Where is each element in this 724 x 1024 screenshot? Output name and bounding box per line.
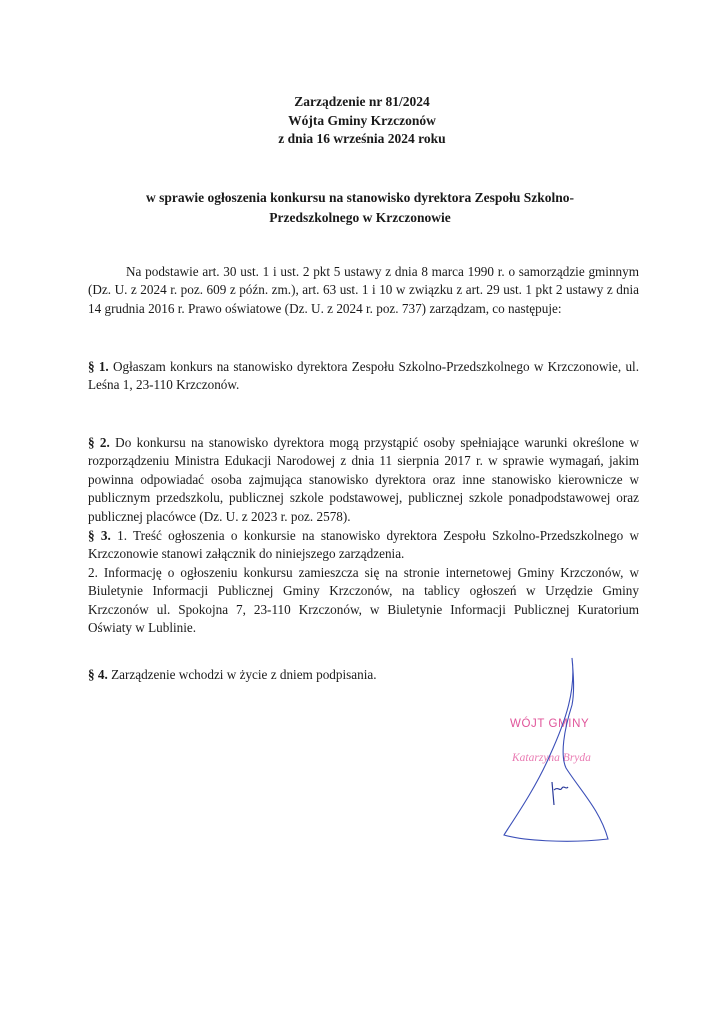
section-3: [88, 527, 639, 637]
stamp-name: Katarzyna Bryda: [512, 752, 591, 764]
subject-line-2: Przedszkolnego w Krzczonowie: [269, 210, 451, 225]
intro-paragraph: Na podstawie art. 30 ust. 1 i ust. 2 pkt 5 ustawy z dnia 8 marca 1990 r. o samorządzie gminnym (Dz. U. z 2024 r. poz. 609 z późn. zm.), art. 63 ust. 1 i 10 w związku z art. 29 ust. 1 pkt 2 ustawy z dnia 14 grudnia 2016 r. Prawo oświatowe (Dz. U. z 2024 r. poz. 737) zarządzam, co następuje:: [88, 264, 639, 316]
stamp-title: WÓJT GMINY: [510, 718, 590, 730]
document-title: Zarządzenie nr 81/2024: [294, 94, 430, 109]
section-3-item-1: 1. Treść ogłoszenia o konkursie na stanowisko dyrektora Zespołu Szkolno-Przedszkolnego w Krzczonowie stanowi załącznik do niniejszego zarządzenia.: [88, 528, 640, 562]
document-issuer: Wójta Gminy Krzczonów: [288, 112, 436, 128]
section-3-label: § 3.: [88, 528, 111, 543]
section-1: [88, 358, 639, 395]
section-2-text: Do konkursu na stanowisko dyrektora mogą przystąpić osoby spełniające warunki określone w rozporządzeniu Ministra Edukacji Narodowej z dnia 11 sierpnia 2017 r. w sprawie wymagań, jakim powinna odpowiadać osoba zajmująca stanowisko dyrektora oraz inne stanowisko kierownicze w publicznym przedszkolu, publicznej szkole podstawowej, publicznej szkole ponadpodstawowej oraz publicznej placówce (Dz. U. z 2023 r. poz. 2578).: [88, 435, 640, 524]
section-3-item-2: 2. Informację o ogłoszeniu konkursu zamieszcza się na stronie internetowej Gminy Krzczonów, w Biuletynie Informacji Publicznej Gminy Krzczonów, na tablicy ogłoszeń w Urzędzie Gminy Krzczonów ul. Spokojna 7, 23-110 Krzczonów, w Biuletynie Informacji Publicznej Kuratorium Oświaty w Lublinie.: [88, 564, 639, 636]
section-1-text: Ogłaszam konkurs na stanowisko dyrektora Zespołu Szkolno-Przedszkolnego w Krzczonowie, ul. Leśna 1, 23-110 Krzczonów.: [88, 359, 639, 393]
section-4-label: § 4.: [88, 667, 108, 682]
document-header: [0, 93, 724, 149]
document-date: z dnia 16 września 2024 roku: [278, 131, 446, 146]
section-2-label: § 2.: [88, 435, 110, 450]
signature-icon: [480, 650, 640, 850]
subject-line-1: w sprawie ogłoszenia konkursu na stanowisko dyrektora Zespołu Szkolno-: [145, 190, 575, 205]
section-4-text: Zarządzenie wchodzi w życie z dniem podpisania.: [111, 667, 377, 682]
section-1-label: § 1.: [88, 359, 109, 374]
section-2: [88, 434, 639, 526]
document-subject: [100, 188, 620, 228]
